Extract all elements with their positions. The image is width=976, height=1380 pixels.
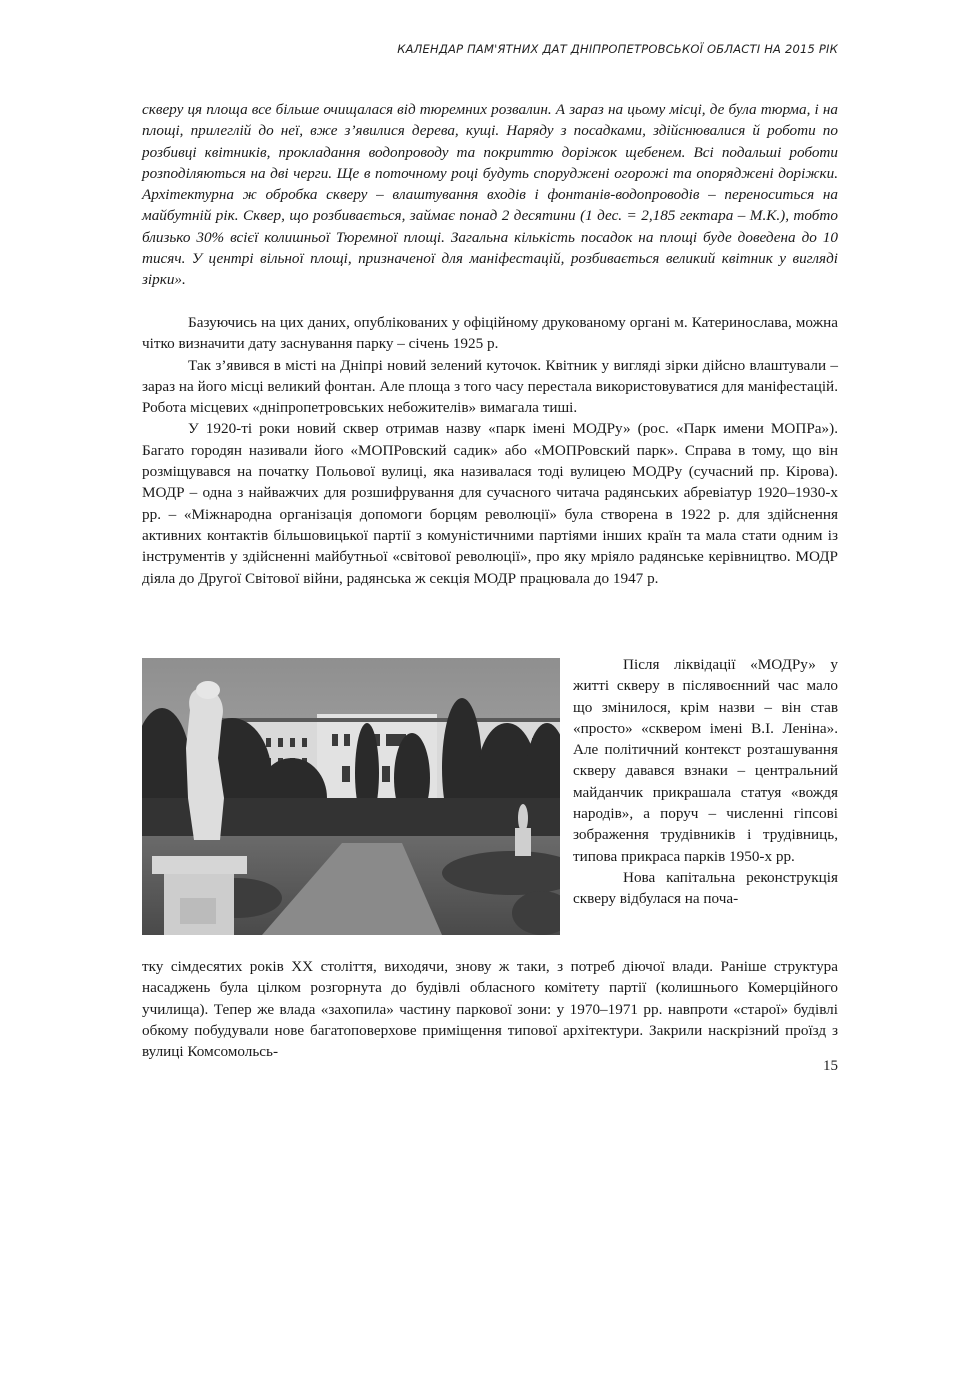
paragraph-reconstruction-start: Нова капітальна реконструкція скверу відбулася на поча-	[573, 868, 838, 908]
page-number: 15	[823, 1058, 838, 1074]
body-text	[142, 312, 838, 589]
continued-text	[142, 941, 838, 1078]
wrapped-text-column	[573, 654, 838, 910]
paragraph-reconstruction-continued: тку сімдесятих років XX століття, виходячи, знову ж таки, з потреб діючої влади. Раніше структура насаджень була цілком розгорнута до будівлі обласного комітету партії (колишнього Комерційного училища). Тепер же влада «захопила» частину паркової зони: у 1970–1971 рр. навпроти «старої» будівлі обкому побудували нове багатоповерхове приміщення типової архітектури. Закрили наскрізний проїзд з вулиці Комсомольсь-	[142, 958, 838, 1061]
historical-photo	[142, 658, 560, 935]
running-header: КАЛЕНДАР ПАМ'ЯТНИХ ДАТ ДНІПРОПЕТРОВСЬКОЇ ОБЛАСТІ НА 2015 РІК	[397, 42, 838, 56]
paragraph-postwar: Після ліквідації «МОДРу» у житті скверу в післявоєнний час мало що змінилося, крім назви – він став «просто» «сквером імені В.І. Леніна». Але політичний контекст розташування скверу давався взнаки – центральний майданчик прикрашала статуя «вождя народів», а поруч – численні гіпсові зображення трудівників і трудівниць, типова прикраса парків 1950-х рр.	[573, 656, 838, 865]
paragraph-foundation-date: Базуючись на цих даних, опублікованих у офіційному друкованому органі м. Катеринослава, можна чітко визначити дату заснування парку – січень 1925 р.	[142, 314, 838, 353]
paragraph-modr-history: У 1920-ті роки новий сквер отримав назву «парк імені МОДРу» (рос. «Парк имени МОПРа»). Багато городян називали його «МОПРовский садик» або «МОПРовский парк». Справа в тому, що він розміщувався на початку Польової вулиці, яка називалася тоді вулицею МОДРу (сучасний пр. Кірова). МОДР – одна з найважчих для розшифрування для сучасного читача радянських абревіатур 1920–1930-х рр. – «Міжнародна організація допомоги борцям революції» була створена в 1922 р. для здійснення активних контактів більшовицької партії з комуністичними партіями інших країн та мала стати одним із інструментів у здійсненні майбутньої «світової революції», про яку мріяло радянське керівництво. МОДР діяла до Другої Світової війни, радянська ж секція МОДР працювала до 1947 р.	[142, 420, 838, 587]
paragraph-green-corner: Так з’явився в місті на Дніпрі новий зелений куточок. Квітник у вигляді зірки дійсно влаштували – зараз на його місці великий фонтан. Але площа з того часу перестала використовуватися для маніфестацій. Робота місцевих «дніпропетровських небожителів» вимагала тиші.	[142, 356, 838, 417]
quote-paragraph: скверу ця площа все більше очищалася від тюремних розвалин. А зараз на цьому місці, де була тюрма, і на площі, прилеглій до неї, вже з’явилися дерева, кущі. Наряду з посадками, здійснювалися й роботи по розбивці квітників, прокладання водопроводу та покриттю доріжок щебенем. Всі подальші роботи розподіляються на дві черги. Ще в поточному році будуть споруджені огорожі та опоряджені доріжки. Архітектурна ж обробка скверу – влаштування входів і фонтанів-водопроводів – переноситься на майбутній рік. Сквер, що розбивається, займає понад 2 десятини (1 дес. = 2,185 гектара – М.К.), тобто близько 30% всієї колишньої Тюремної площі. Загальна кількість посадок на площі буде доведена до 10 тисяч. У центрі вільної площі, призначеної для маніфестацій, розбивається великий квітник у вигляді зірки».	[142, 101, 838, 289]
photo-illustration	[142, 658, 560, 935]
quoted-text	[142, 99, 838, 291]
